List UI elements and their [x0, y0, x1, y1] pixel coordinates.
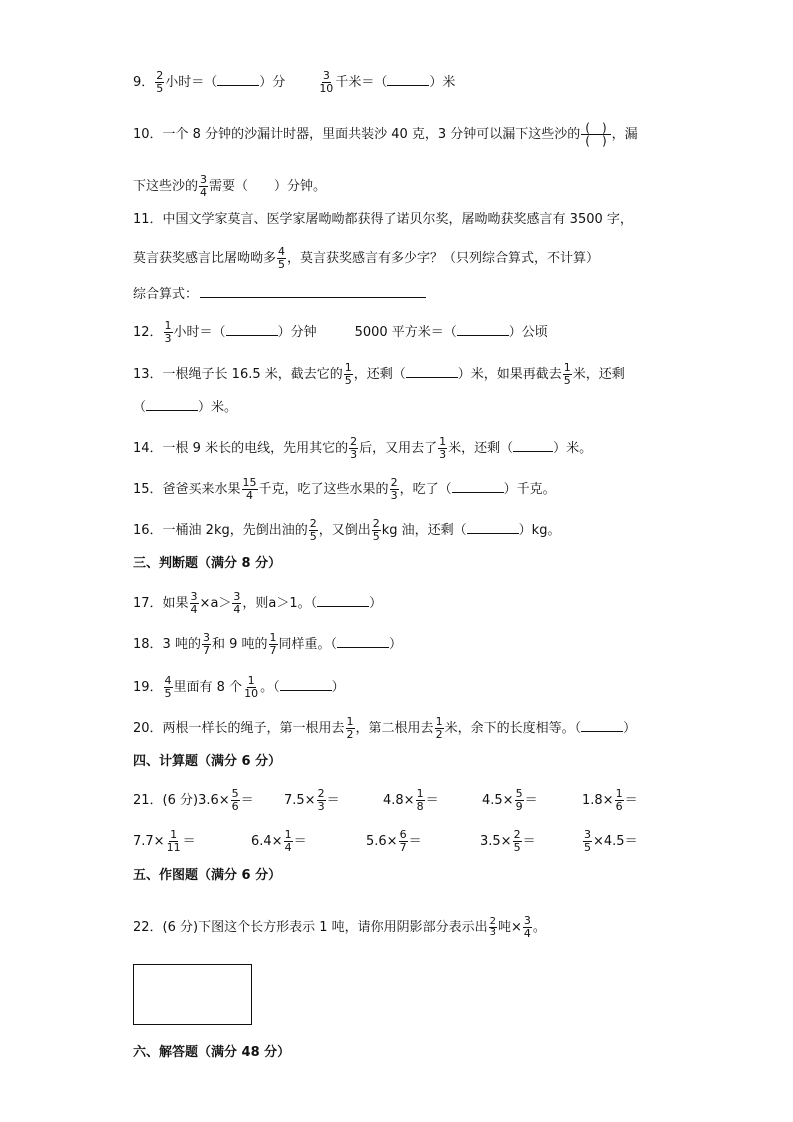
calc-item: 7.5× $\frac{2}{3}$ ＝	[284, 787, 340, 813]
question-22: 22．(6 分)下图这个长方形表示 1 吨，请你用阴影部分表示出 $\frac{2}{3}$ 吨× $\frac{3}{4}$ 。	[133, 914, 546, 940]
section-heading-judgement: 三、判断题（满分 8 分）	[133, 556, 282, 571]
fraction: $\frac{3}{4}$	[233, 590, 241, 616]
fraction: $\frac{1}{2}$	[346, 715, 354, 741]
fraction: $\frac{4}{5}$	[278, 245, 286, 271]
fraction: $\frac{1}{6}$	[615, 787, 623, 813]
fraction: $\frac{15}{4}$	[242, 476, 257, 502]
fraction: $\frac{5}{9}$	[515, 787, 523, 813]
question-15: 15．爸爸买来水果 $\frac{15}{4}$ 千克，吃了这些水果的 $\frac{2}{3}$ ，吃了（ ）千克。	[133, 476, 556, 502]
calc-item: 4.8× $\frac{1}{8}$ ＝	[383, 787, 439, 813]
fraction: $\frac{3}{7}$	[202, 631, 210, 657]
answer-blank[interactable]	[406, 365, 458, 378]
question-11-line-2: 莫言获奖感言比屠呦呦多 $\frac{4}{5}$ ，莫言获奖感言有多少字？（只列综合算式，不计算）	[133, 245, 600, 271]
question-10-line-2: 下这些沙的 $\frac{3}{4}$ 需要（ ）分钟。	[133, 173, 327, 199]
fraction: $\frac{3}{10}$	[319, 69, 334, 95]
fraction: $\frac{1}{4}$	[284, 828, 292, 854]
fraction: $\frac{1}{8}$	[416, 787, 424, 813]
calc-item: $\frac{3}{5}$ ×4.5＝	[584, 828, 638, 854]
answer-blank[interactable]	[226, 323, 278, 336]
fraction: $\frac{1}{3}$	[439, 435, 447, 461]
fraction: $\frac{2}{3}$	[390, 476, 398, 502]
fraction: $\frac{2}{5}$	[309, 517, 317, 543]
question-9: 9． $\frac{2}{5}$ 小时＝（ ）分 $\frac{3}{10}$ 千米＝（ ）米	[133, 69, 456, 95]
question-11-answer: 综合算式：	[133, 285, 426, 305]
question-13-line-1: 13．一根绳子长 16.5 米，截去它的 $\frac{1}{5}$ ，还剩（ ）米，如果再截去 $\frac{1}{5}$ 米，还剩	[133, 361, 625, 387]
answer-blank[interactable]	[452, 480, 504, 493]
fraction: $\frac{5}{6}$	[231, 787, 239, 813]
question-20: 20．两根一样长的绳子，第一根用去 $\frac{1}{2}$ ，第二根用去 $\frac{1}{2}$ 米，余下的长度相等。（ ）	[133, 715, 637, 741]
calc-item: 4.5× $\frac{5}{9}$ ＝	[482, 787, 538, 813]
question-11-line-1: 11．中国文学家莫言、医学家屠呦呦都获得了诺贝尔奖，屠呦呦获奖感言有 3500 字，	[133, 212, 633, 227]
answer-line[interactable]	[200, 285, 426, 298]
calc-item: 6.4× $\frac{1}{4}$ ＝	[251, 828, 307, 854]
fraction: $\frac{6}{7}$	[399, 828, 407, 854]
question-10-line-1: 10．一个 8 分钟的沙漏计时器，里面共装沙 40 克，3 分钟可以漏下这些沙的 $\frac{( )}{( )}$ ，漏	[133, 121, 638, 148]
question-13-line-2: （ ）米。	[133, 400, 238, 415]
answer-blank[interactable]	[581, 719, 623, 732]
question-17: 17．如果 $\frac{3}{4}$ ×a＞ $\frac{3}{4}$ ，则a＞1。（ ）	[133, 590, 383, 616]
section-heading-calculation: 四、计算题（满分 6 分）	[133, 754, 282, 769]
answer-blank[interactable]	[217, 73, 259, 86]
question-number: 9．	[133, 75, 155, 90]
question-16: 16．一桶油 2kg，先倒出油的 $\frac{2}{5}$ ，又倒出 $\frac{2}{5}$ kg 油，还剩（ ）kg。	[133, 517, 561, 543]
answer-fraction-blank[interactable]: $\frac{( )}{( )}$	[581, 122, 610, 147]
calc-item: 5.6× $\frac{6}{7}$ ＝	[366, 828, 422, 854]
fraction: $\frac{3}{4}$	[523, 914, 531, 940]
fraction: $\frac{1}{10}$	[244, 674, 259, 700]
question-14: 14．一根 9 米长的电线，先用其它的 $\frac{2}{3}$ 后，又用去了 $\frac{1}{3}$ 米，还剩（ ）米。	[133, 435, 593, 461]
question-18: 18．3 吨的 $\frac{3}{7}$ 和 9 吨的 $\frac{1}{7}$ 同样重。（ ）	[133, 631, 403, 657]
fraction: $\frac{4}{5}$	[164, 674, 172, 700]
fraction: $\frac{1}{2}$	[435, 715, 443, 741]
rectangle-drawing-area[interactable]	[133, 964, 252, 1025]
answer-blank[interactable]	[280, 678, 332, 691]
fraction: $\frac{3}{4}$	[190, 590, 198, 616]
fraction: $\frac{2}{5}$	[156, 69, 164, 95]
answer-blank[interactable]	[387, 73, 429, 86]
fraction: $\frac{3}{4}$	[200, 173, 208, 199]
fraction: $\frac{1}{5}$	[563, 361, 571, 387]
answer-blank[interactable]	[317, 594, 369, 607]
question-19: 19． $\frac{4}{5}$ 里面有 8 个 $\frac{1}{10}$ 。（ ）	[133, 674, 345, 700]
calc-item: 7.7× $\frac{1}{11}$ ＝	[133, 828, 196, 854]
fraction: $\frac{1}{5}$	[344, 361, 352, 387]
answer-blank[interactable]	[457, 323, 509, 336]
section-heading-answers: 六、解答题（满分 48 分）	[133, 1045, 291, 1060]
fraction: $\frac{1}{3}$	[164, 319, 172, 345]
fraction: $\frac{3}{5}$	[584, 828, 591, 854]
fraction: $\frac{1}{11}$	[166, 828, 181, 854]
question-12: 12． $\frac{1}{3}$ 小时＝（ ）分钟 5000 平方米＝（ ）公顷	[133, 319, 548, 345]
fraction: $\frac{2}{3}$	[489, 916, 496, 938]
calc-item: 21．(6 分)3.6× $\frac{5}{6}$ ＝	[133, 787, 254, 813]
answer-blank[interactable]	[467, 521, 519, 534]
fraction: $\frac{2}{5}$	[513, 828, 521, 854]
answer-blank[interactable]	[337, 635, 389, 648]
fraction: $\frac{2}{3}$	[350, 435, 358, 461]
calc-item: 3.5× $\frac{2}{5}$ ＝	[480, 828, 536, 854]
fraction: $\frac{2}{5}$	[372, 517, 380, 543]
answer-blank[interactable]	[146, 398, 198, 411]
section-heading-drawing: 五、作图题（满分 6 分）	[133, 868, 282, 883]
fraction: $\frac{2}{3}$	[317, 787, 325, 813]
fraction: $\frac{1}{7}$	[269, 631, 277, 657]
calc-item: 1.8× $\frac{1}{6}$ ＝	[582, 787, 638, 813]
answer-blank[interactable]	[513, 439, 553, 452]
